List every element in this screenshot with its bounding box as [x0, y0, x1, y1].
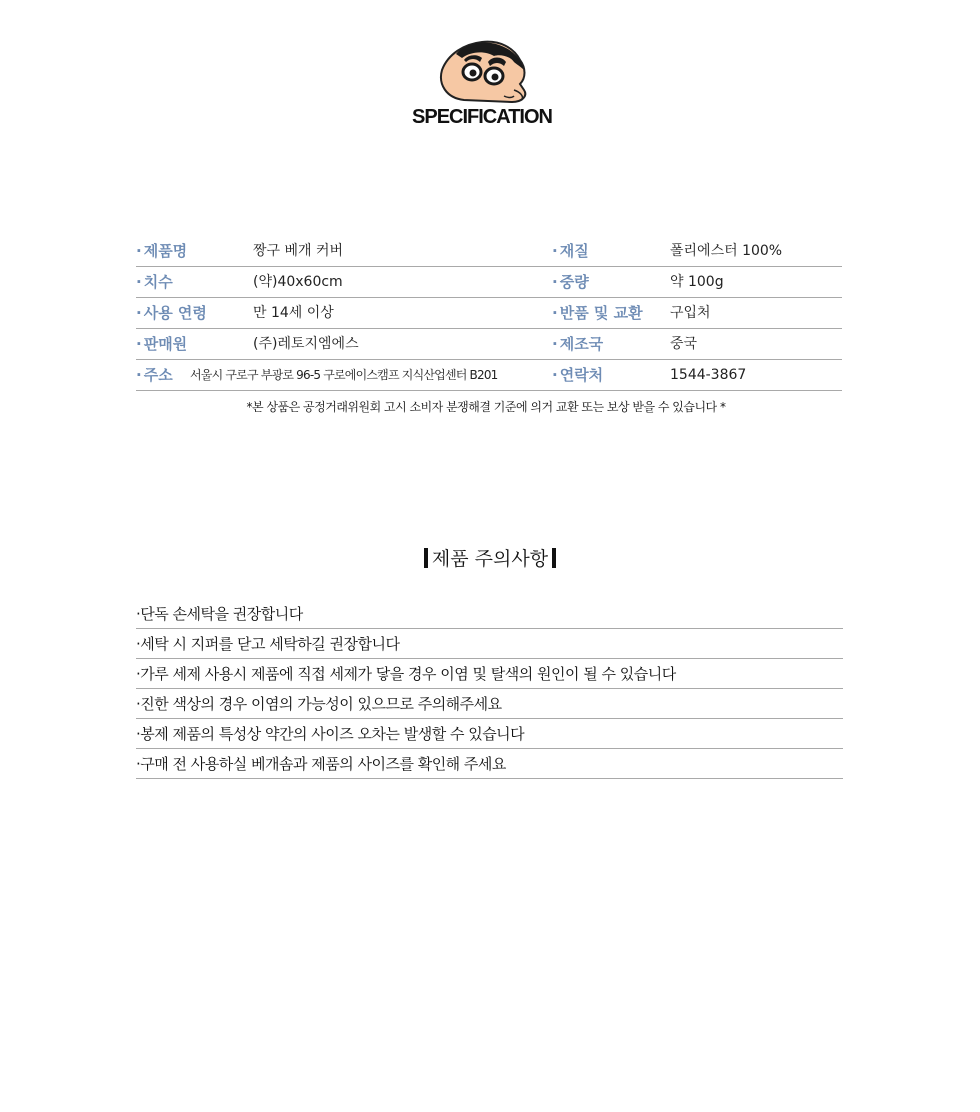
spec-row-age — [136, 298, 842, 329]
spec-value: (약)40x60cm — [253, 274, 343, 290]
caution-list — [136, 599, 843, 779]
shinchan-face-logo — [434, 40, 530, 106]
spec-value: 폴리에스터 100% — [670, 243, 783, 259]
spec-title: SPECIFICATION — [412, 106, 552, 128]
spec-label: · 중량 — [552, 273, 589, 291]
list-item: ·단독 손세탁을 권장합니다 — [136, 599, 843, 629]
spec-table — [136, 236, 842, 391]
title-bar-right — [552, 548, 556, 568]
list-item: ·가루 세제 사용시 제품에 직접 세제가 닿을 경우 이염 및 탈색의 원인이 될 수 있습니다 — [136, 659, 843, 689]
spec-row-size — [136, 267, 842, 298]
spec-label: · 반품 및 교환 — [552, 304, 643, 322]
title-bar-left — [424, 548, 428, 568]
spec-label: · 주소 — [136, 366, 173, 384]
spec-row-seller — [136, 329, 842, 360]
spec-value: 중국 — [670, 336, 698, 352]
spec-value: 짱구 베개 커버 — [253, 243, 344, 259]
spec-row-product-name — [136, 236, 842, 267]
list-item: ·구매 전 사용하실 베개솜과 제품의 사이즈를 확인해 주세요 — [136, 749, 843, 779]
spec-label: · 사용 연령 — [136, 304, 207, 322]
list-item: ·세탁 시 지퍼를 닫고 세탁하길 권장합니다 — [136, 629, 843, 659]
spec-label: · 연락처 — [552, 366, 604, 384]
caution-title: 제품 주의사항 — [0, 544, 980, 571]
spec-value: (주)레토지엠에스 — [253, 336, 359, 352]
spec-label: · 제조국 — [552, 335, 604, 353]
spec-value: 만 14세 이상 — [253, 305, 334, 321]
spec-label: · 재질 — [552, 242, 589, 260]
spec-label: · 제품명 — [136, 242, 188, 260]
spec-label: · 판매원 — [136, 335, 188, 353]
spec-label: · 치수 — [136, 273, 173, 291]
spec-value: 구입처 — [670, 305, 711, 321]
list-item: ·진한 색상의 경우 이염의 가능성이 있으므로 주의해주세요 — [136, 689, 843, 719]
spec-value: 서울시 구로구 부광로 96-5 구로에이스캠프 지식산업센터 B201 — [190, 368, 498, 382]
list-item: ·봉제 제품의 특성상 약간의 사이즈 오차는 발생할 수 있습니다 — [136, 719, 843, 749]
header — [0, 0, 980, 140]
spec-value: 약 100g — [670, 274, 724, 290]
spec-value: 1544-3867 — [670, 367, 747, 383]
exchange-notice: *본 상품은 공정거래위원회 고시 소비자 분쟁해결 기준에 의거 교환 또는 보상 받을 수 있습니다 * — [246, 400, 726, 414]
spec-row-address — [136, 360, 842, 391]
